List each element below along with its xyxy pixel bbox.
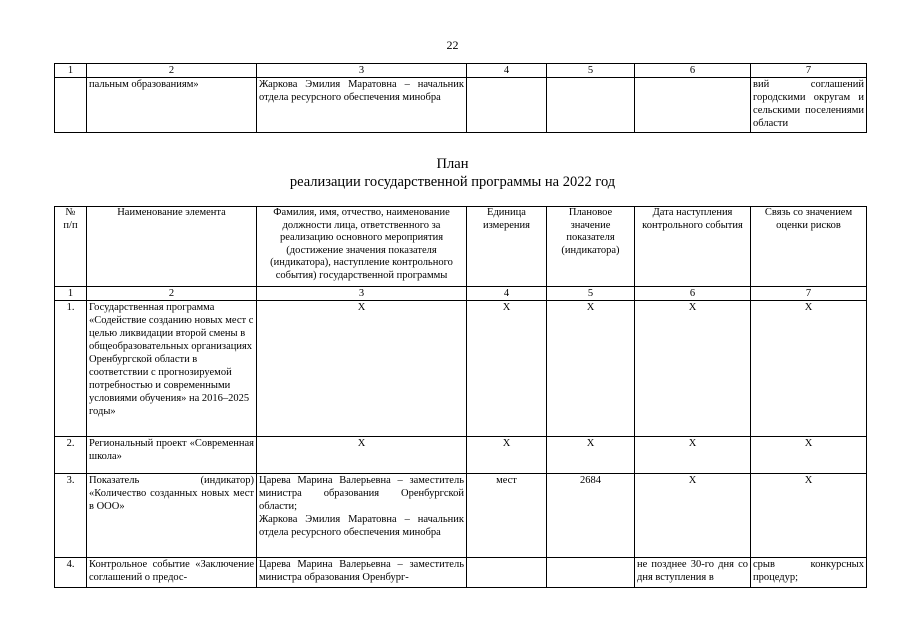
- header-plan: Плановое значение показателя (индикатора): [547, 207, 635, 287]
- table-row: [55, 301, 867, 437]
- table-row: [55, 437, 867, 474]
- header-responsible: Фамилия, имя, отчество, наименование должности лица, ответственного за реализацию основного мероприятия (достижение значения показателя (индикатора), наступление контрольного события) государственной программы: [257, 207, 467, 287]
- col-number: 4: [467, 64, 547, 78]
- column-number-row: [55, 287, 867, 301]
- cell-responsible: X: [257, 437, 467, 474]
- cell-responsible: X: [257, 301, 467, 437]
- cell-date: [635, 78, 751, 133]
- col-number: 3: [257, 64, 467, 78]
- col-number: 6: [635, 287, 751, 301]
- header-unit: Единица измерения: [467, 207, 547, 287]
- cell-plan: X: [547, 301, 635, 437]
- cell-name: Государственная программа «Содействие созданию новых мест с целью ликвидации второй смены в общеобразовательных организациях Оренбургской области в соответствии с прогнозируемой потребностью и современными условиями обучения» на 2016–2025 годы»: [87, 301, 257, 437]
- cell-name: Региональный проект «Современная школа»: [87, 437, 257, 474]
- col-number: 3: [257, 287, 467, 301]
- col-number: 2: [87, 64, 257, 78]
- continuation-table: [54, 63, 867, 133]
- col-number: 7: [751, 64, 867, 78]
- cell-date: не позднее 30-го дня со дня вступления в: [635, 558, 751, 588]
- cell-plan: 2684: [547, 474, 635, 558]
- cell-num: 3.: [55, 474, 87, 558]
- cell-risk: X: [751, 474, 867, 558]
- page-number: 22: [446, 38, 459, 52]
- column-number-row: [55, 64, 867, 78]
- table-row: [55, 474, 867, 558]
- cell-name: Показатель (индикатор) «Количество созданных новых мест в ООО»: [87, 474, 257, 558]
- cell-unit: X: [467, 437, 547, 474]
- header-date: Дата наступления контрольного события: [635, 207, 751, 287]
- col-number: 6: [635, 64, 751, 78]
- col-number: 5: [547, 287, 635, 301]
- cell-unit: X: [467, 301, 547, 437]
- col-number: 4: [467, 287, 547, 301]
- table-row: [55, 558, 867, 588]
- col-number: 1: [55, 287, 87, 301]
- cell-risk: вий соглашений городскими округам и сельскими поселениями области: [751, 78, 867, 133]
- plan-table: [54, 206, 867, 588]
- header-num: № п/п: [55, 207, 87, 287]
- col-number: 1: [55, 64, 87, 78]
- cell-responsible: Жаркова Эмилия Маратовна – начальник отдела ресурсного обеспечения минобра: [257, 78, 467, 133]
- cell-date: X: [635, 301, 751, 437]
- cell-risk: срыв конкурсных процедур;: [751, 558, 867, 588]
- cell-risk: X: [751, 301, 867, 437]
- cell-date: X: [635, 474, 751, 558]
- cell-plan: X: [547, 437, 635, 474]
- table-row: [55, 78, 867, 133]
- header-row: [55, 207, 867, 287]
- cell-unit: мест: [467, 474, 547, 558]
- cell-num: 1.: [55, 301, 87, 437]
- cell-unit: [467, 78, 547, 133]
- cell-num: [55, 78, 87, 133]
- cell-date: X: [635, 437, 751, 474]
- cell-risk: X: [751, 437, 867, 474]
- cell-num: 2.: [55, 437, 87, 474]
- cell-responsible: Царева Марина Валерьевна – заместитель министра образования Оренбургской области; Жаркова Эмилия Маратовна – начальник отдела ресурсного обеспечения минобра: [257, 474, 467, 558]
- col-number: 5: [547, 64, 635, 78]
- cell-plan: [547, 78, 635, 133]
- header-risk: Связь со значением оценки рисков: [751, 207, 867, 287]
- plan-subtitle: реализации государственной программы на 2022 год: [289, 174, 616, 190]
- header-name: Наименование элемента: [87, 207, 257, 287]
- cell-name: Контрольное событие «Заключение соглашений о предос-: [87, 558, 257, 588]
- cell-num: 4.: [55, 558, 87, 588]
- plan-title: План: [436, 156, 469, 172]
- cell-responsible: Царева Марина Валерьевна – заместитель министра образования Оренбург-: [257, 558, 467, 588]
- col-number: 2: [87, 287, 257, 301]
- col-number: 7: [751, 287, 867, 301]
- cell-plan: [547, 558, 635, 588]
- cell-unit: [467, 558, 547, 588]
- cell-name: пальным образованиям»: [87, 78, 257, 133]
